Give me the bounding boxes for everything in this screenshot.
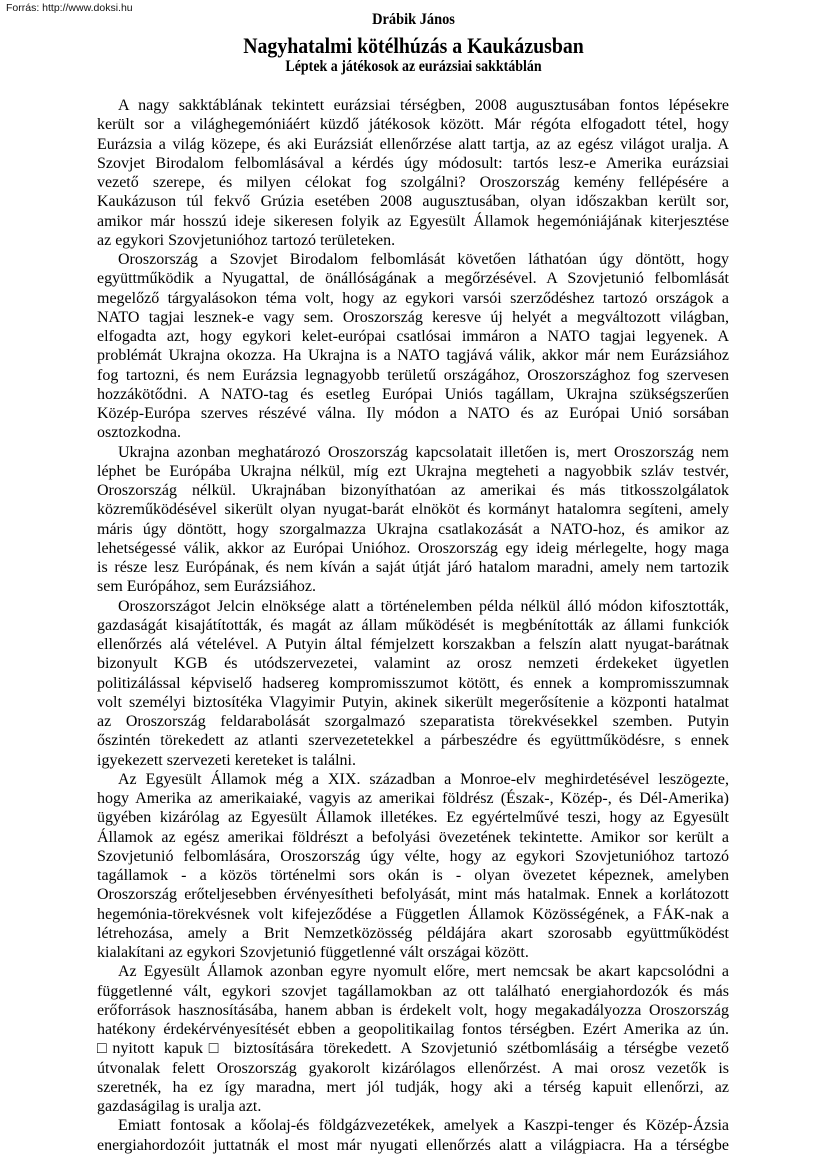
text-line: igyekezett szervezeti kereteket is találni. [97, 751, 356, 769]
text-line: Eurázsia a világ közepe, és aki Eurázsiát ellenőrzése alatt tartja, az az egész világot uralja. A [97, 135, 729, 153]
text-line: sem Európához, sem Eurázsiához. [97, 578, 317, 596]
text-line: gazdaságát kisajátították, és magát az állam működését is megbénították az állami funkciók [97, 616, 729, 634]
author-name: Drábik János [372, 11, 455, 28]
text-line: Ukrajna azonban meghatározó Oroszország kapcsolatait illetően is, mert Oroszország nem [118, 443, 729, 461]
page-subtitle: Léptek a játékosok az eurázsiai sakktáblán [285, 58, 542, 75]
text-line: hatékony érdekérvényesítését ebben a geopolitikailag fontos térségben. Ezért Amerika az ún. [97, 1021, 729, 1038]
paragraph [97, 443, 729, 597]
text-line: Emiatt fontosak a kőolaj-és földgázvezetékek, amelyek a Kaszpi-tenger és Közép-Ázsia [118, 1117, 729, 1135]
text-line: tagállamok - a közös történelmi sors okán is - olyan övezetet képeznek, amelyben [97, 867, 729, 884]
text-line: is része lesz Európának, és nem kíván a saját útját járó hatalom maradni, amely nem tartozik [97, 559, 729, 576]
paragraph [97, 770, 729, 963]
article-body [97, 96, 729, 1155]
paragraph [97, 1116, 729, 1155]
source-label: Forrás: http://www.doksi.hu [6, 2, 133, 14]
text-line: máris úgy döntött, hogy szorgalmazza Ukrajna csatlakozását a NATO-hoz, és amikor az [97, 520, 729, 538]
text-line: fog tartozni, és nem Eurázsia legnagyobb területű országához, Oroszországhoz fog szervesen [97, 366, 729, 384]
paragraph [97, 250, 729, 443]
text-line: léphet be Európába Ukrajna nélkül, míg ezt Ukrajna megteheti a nagyobbik szláv testvér, [97, 462, 729, 480]
text-line: Szovjet Birodalom felbomlásával a kérdés úgy módosult: tartós lesz-e Amerika eurázsiai [97, 154, 729, 172]
text-line: függetlenné vált, egykori szovjet tagállamokban az ott található energiahordozók és más [97, 982, 729, 1000]
page-title: Nagyhatalmi kötélhúzás a Kaukázusban [243, 33, 584, 58]
paragraph [97, 962, 729, 1116]
text-line: az egykori Szovjetunióhoz tartozó területeken. [97, 231, 396, 249]
text-line: Kaukázuson túl fekvő Grúzia esetében 2008 augusztusában, olyan időszakban került sor, [97, 193, 729, 211]
text-line: létrehozása, amely a Brit Nemzetközösség példájára akart szorosabb együttműködést [97, 924, 729, 942]
text-line: problémát Ukrajna okozza. Ha Ukrajna is a NATO tagjává válik, akkor már nem Eurázsiához [97, 347, 729, 365]
text-line: szeretnék, ha ez így maradna, mert jól tudják, hogy aki a térség kapuit ellenőrzi, az [97, 1078, 729, 1096]
text-line: amikor már hosszú ideje sikeresen folyik az Egyesült Államok hegemóniájának kiterjesztése [97, 212, 729, 230]
text-line: Az Egyesült Államok azonban egyre nyomult előre, mert nemcsak be akart kapcsolódni a [118, 963, 729, 981]
text-line: Szovjetunió felbomlására, Oroszország úgy vélte, hogy az egykori Szovjetunióhoz tartozó [97, 847, 729, 865]
paragraph [97, 96, 729, 250]
text-line: osztozkodna. [97, 424, 181, 442]
text-line: Az Egyesült Államok még a XIX. században a Monroe-elv meghirdetésével leszögezte, [118, 770, 729, 788]
text-line: lehetségessé válik, akkor az Európai Unióhoz. Oroszország egy ideig mérlegelte, hogy maga [97, 539, 729, 557]
text-line: az Oroszország feldarabolását szorgalmazó szeparatista törekvésekkel szemben. Putyin [97, 713, 729, 730]
text-line: erőforrások hasznosításába, hanem abban is érdekelt volt, hogy megakadályozza Oroszország [97, 1001, 729, 1019]
text-line: Oroszország a Szovjet Birodalom felbomlását követően láthatóan úgy döntött, hogy [118, 251, 729, 268]
text-line: ügyében kizárólag az Egyesült Államok illetékes. Ez egyértelművé teszi, hogy az Egyesült [97, 809, 729, 827]
text-line: volt személyi biztosítéka Vlagyimir Putyin, akinek sikerült megerősítenie a központi hatalmat [97, 693, 729, 711]
text-line: Oroszországot Jelcin elnöksége alatt a történelemben példa nélkül álló módon kifosztották, [118, 597, 729, 615]
text-line: Oroszország erőteljesebben érvényesítheti befolyását, mint más hatalmak. Ennek a korlátozott [97, 886, 729, 904]
text-line: megelőző tárgyalásokon téma volt, hogy az egykori varsói szerződéshez tartozó országok a [97, 289, 729, 307]
text-line: Oroszország nélkül. Ukrajnában bizonyíthatóan az amerikai és más titkosszolgálatok [97, 482, 729, 499]
text-line: útvonalak felett Oroszország gyakorolt kizárólagos ellenőrzést. A mai orosz vezetők is [97, 1059, 729, 1077]
text-line: őszintén törekedett az atlanti szervezetetekkel a párbeszédre és együttműködésre, s ennek [97, 732, 729, 750]
text-line: Közép-Európa szerves részévé válna. Ily módon a NATO és az Európai Unió sorsában [97, 405, 729, 422]
text-line: □nyitott kapuk□ biztosítására törekedett. A Szovjetunió szétbomlásáig a térségbe vezető [97, 1040, 729, 1058]
text-line: vezető szerepe, és milyen célokat fog szolgálni? Oroszország kemény fellépésére a [97, 174, 729, 191]
paragraph [97, 597, 729, 770]
text-line: közreműködésével sikerült olyan nyugat-barát elnököt és kormányt hatalomra segíteni, amely [97, 501, 729, 519]
text-line: gazdaságilag is uralja azt. [97, 1098, 262, 1115]
text-line: együttműködik a Nyugattal, de önállóságának a megőrzésével. A Szovjetunió felbomlását [97, 270, 729, 288]
text-line: hegemónia-törekvésnek volt kifejeződése a Független Államok Közösségének, a FÁK-nak a [97, 905, 729, 923]
text-line: NATO tagjai lesznek-e vagy sem. Oroszország keresve új helyét a megváltozott világban, [97, 308, 729, 326]
text-line: energiahordozóit juttatnák el most már nyugati ellenőrzés alatt a világpiacra. Ha a térségbe [97, 1136, 729, 1154]
text-line: politizálással képviselő hadsereg kompromisszumot kötött, és ennek a kompromisszumnak [97, 674, 729, 692]
text-line: bizonyult KGB és utódszervezetei, valamint az orosz nemzeti érdekeket ügyetlen [97, 655, 729, 673]
text-line: Államok az egész amerikai földrészt a befolyási övezetének tekintette. Amikor sor került a [97, 828, 729, 846]
text-line: A nagy sakktáblának tekintett eurázsiai térségben, 2008 augusztusában fontos lépésekre [118, 97, 729, 114]
text-line: hogy Amerika az amerikaiaké, vagyis az amerikai földrész (Észak-, Közép-, és Dél-Amerika) [97, 790, 729, 807]
text-line: kialakítani az egykori Szovjetunió függetlenné vált országai között. [97, 944, 529, 961]
text-line: hozzákötődni. A NATO-tag és esetleg Európai Uniós tagállam, Ukrajna szükségszerűen [97, 385, 729, 403]
text-line: ellenőrzés alá vételével. A Putyin által fémjelzett korszakban a felszín alatt nyugat-barátnak [97, 636, 729, 653]
text-line: elfogadta azt, hogy egykori kelet-európai csatlósai immáron a NATO tagjai legyenek. A [97, 328, 729, 345]
text-line: került sor a világhegemóniáért küzdő játékosok között. Már régóta elfogadott tétel, hogy [97, 116, 729, 134]
